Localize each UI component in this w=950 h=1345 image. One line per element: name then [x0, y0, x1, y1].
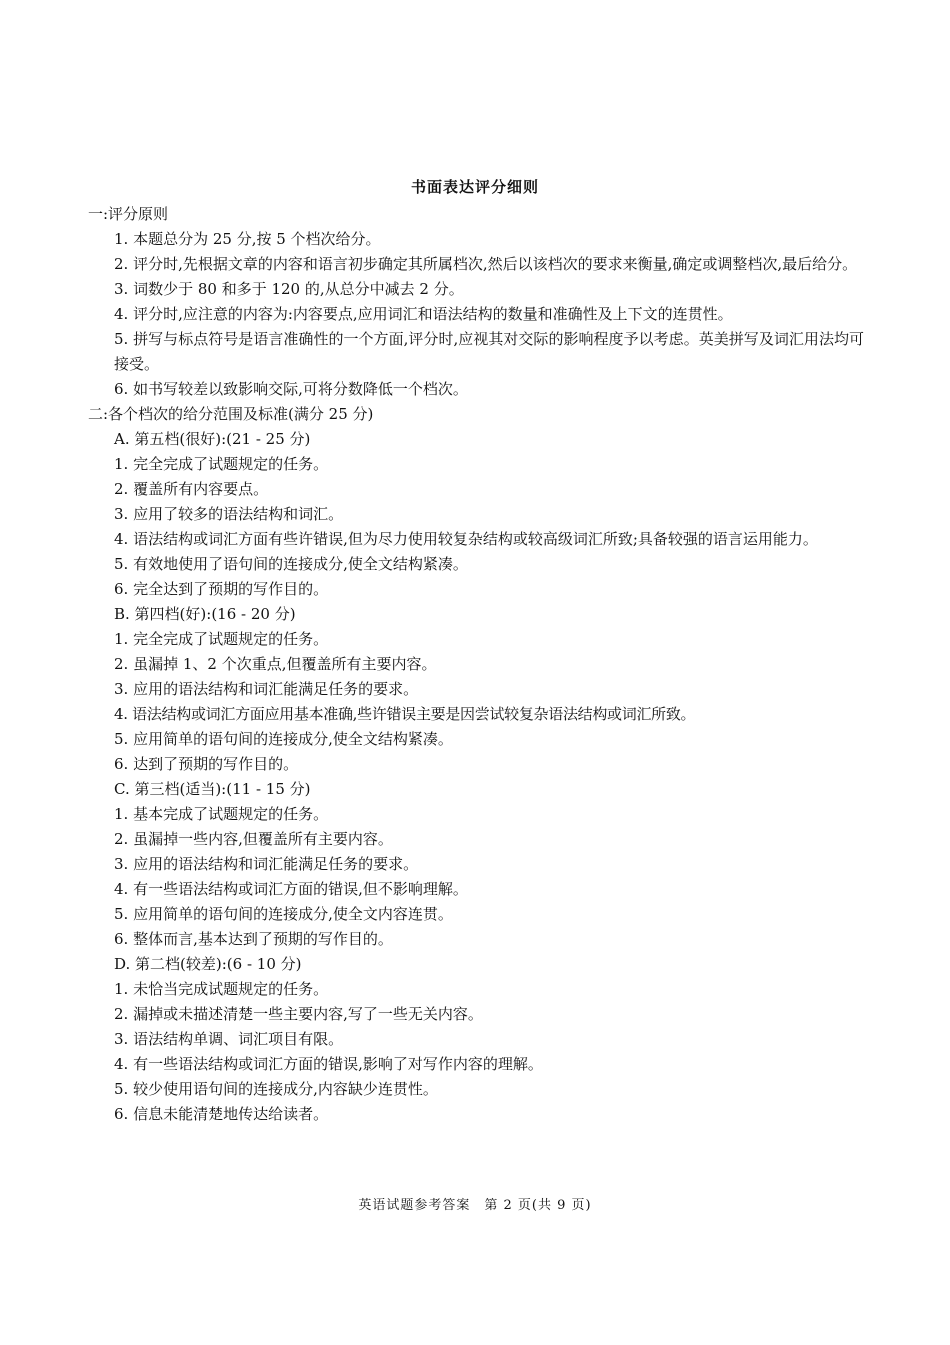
grade-item: 2. 覆盖所有内容要点。 [114, 480, 269, 498]
grade-item: 1. 基本完成了试题规定的任务。 [114, 805, 329, 823]
grade-item: 4. 语法结构或词汇方面应用基本准确,些许错误主要是因尝试较复杂语法结构或词汇所致。 [114, 705, 696, 723]
grade-item: 6. 完全达到了预期的写作目的。 [114, 580, 329, 598]
document-body [88, 202, 864, 1127]
grade-item: 2. 虽漏掉一些内容,但覆盖所有主要内容。 [114, 830, 393, 848]
principle-item: 3. 词数少于 80 和多于 120 的,从总分中减去 2 分。 [114, 280, 464, 298]
grade-heading-a: A. 第五档(很好):(21 - 25 分) [114, 430, 311, 448]
grade-item: 5. 应用简单的语句间的连接成分,使全文内容连贯。 [114, 905, 453, 923]
grade-item: 6. 信息未能清楚地传达给读者。 [114, 1105, 329, 1123]
page-footer: 英语试题参考答案 第 2 页(共 9 页) [358, 1198, 592, 1213]
grade-item: 3. 应用了较多的语法结构和词汇。 [114, 505, 344, 523]
grade-item: 3. 应用的语法结构和词汇能满足任务的要求。 [114, 855, 419, 873]
principle-item: 2. 评分时,先根据文章的内容和语言初步确定其所属档次,然后以该档次的要求来衡量,确定或调整档次,最后给分。 [114, 255, 858, 273]
page-title: 书面表达评分细则 [410, 178, 539, 196]
principle-item: 6. 如书写较差以致影响交际,可将分数降低一个档次。 [114, 380, 468, 398]
grade-item: 4. 语法结构或词汇方面有些许错误,但为尽力使用较复杂结构或较高级词汇所致;具备较强的语言运用能力。 [114, 530, 818, 548]
grade-item: 1. 完全完成了试题规定的任务。 [114, 630, 329, 648]
principle-item: 5. 拼写与标点符号是语言准确性的一个方面,评分时,应视其对交际的影响程度予以考虑。英美拼写及词汇用法均可接受。 [114, 330, 864, 373]
grade-item: 5. 应用简单的语句间的连接成分,使全文结构紧凑。 [114, 730, 453, 748]
grade-item: 2. 漏掉或未描述清楚一些主要内容,写了一些无关内容。 [114, 1005, 483, 1023]
grade-item: 6. 达到了预期的写作目的。 [114, 755, 299, 773]
grade-heading-b: B. 第四档(好):(16 - 20 分) [114, 605, 296, 623]
grade-item: 3. 应用的语法结构和词汇能满足任务的要求。 [114, 680, 419, 698]
section-heading-principles: 一:评分原则 [88, 205, 169, 223]
grade-heading-d: D. 第二档(较差):(6 - 10 分) [114, 955, 302, 973]
grade-item: 4. 有一些语法结构或词汇方面的错误,但不影响理解。 [114, 880, 468, 898]
grade-item: 4. 有一些语法结构或词汇方面的错误,影响了对写作内容的理解。 [114, 1055, 543, 1073]
principle-item: 1. 本题总分为 25 分,按 5 个档次给分。 [114, 230, 381, 248]
grade-item: 6. 整体而言,基本达到了预期的写作目的。 [114, 930, 393, 948]
grade-item: 3. 语法结构单调、词汇项目有限。 [114, 1030, 344, 1048]
grade-item: 5. 有效地使用了语句间的连接成分,使全文结构紧凑。 [114, 555, 468, 573]
grade-item: 1. 未恰当完成试题规定的任务。 [114, 980, 329, 998]
section-heading-grades: 二:各个档次的给分范围及标准(满分 25 分) [88, 405, 374, 423]
grade-heading-c: C. 第三档(适当):(11 - 15 分) [114, 780, 311, 798]
grade-item: 2. 虽漏掉 1、2 个次重点,但覆盖所有主要内容。 [114, 655, 437, 673]
grade-item: 1. 完全完成了试题规定的任务。 [114, 455, 329, 473]
grade-item: 5. 较少使用语句间的连接成分,内容缺少连贯性。 [114, 1080, 438, 1098]
principle-item: 4. 评分时,应注意的内容为:内容要点,应用词汇和语法结构的数量和准确性及上下文的连贯性。 [114, 305, 733, 323]
